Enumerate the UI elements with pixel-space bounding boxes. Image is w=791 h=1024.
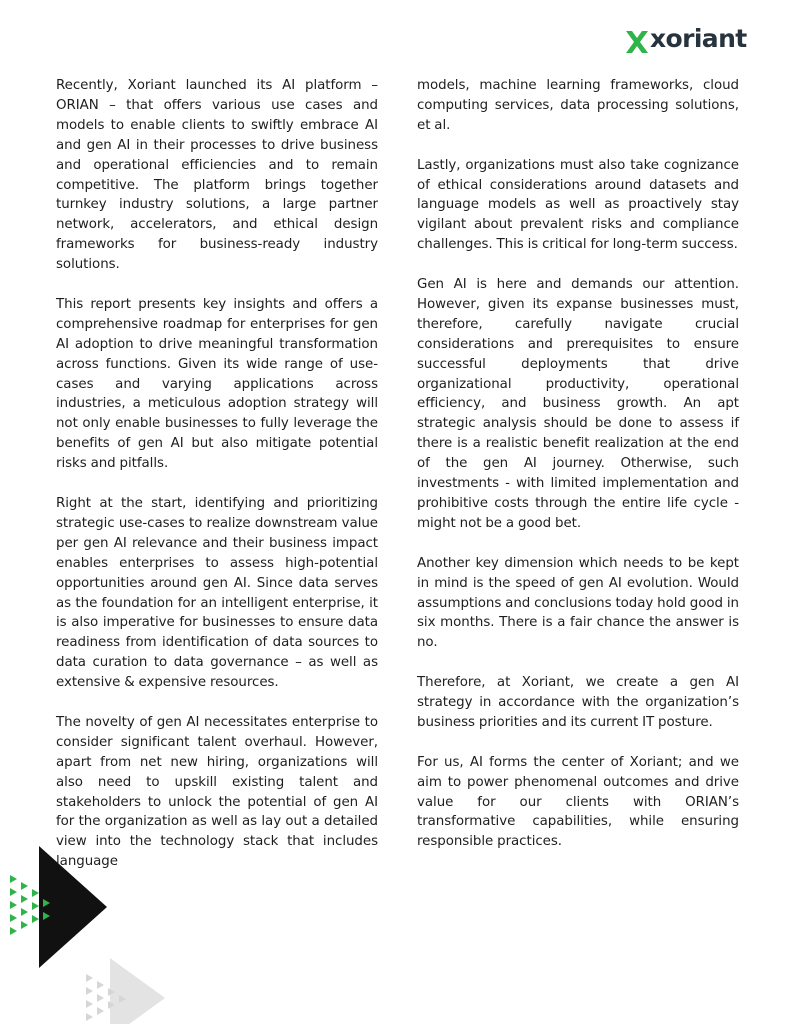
paragraph: Gen AI is here and demands our attention. However, given its expanse businesses must, therefore, carefully navigate crucial considerations and prerequisites to ensure successful deployments that drive organizational productivity, operational efficiency, and business growth. An apt strategic analysis should be done to assess if there is a realistic benefit realization at the end of the gen AI journey. Otherwise, such investments - with limited implementation and prohibitive costs through the entire life cycle - might not be a good bet.	[417, 277, 739, 531]
paragraph: The novelty of gen AI necessitates enterprise to consider significant talent overhaul. However, apart from net new hiring, organizations will also need to upskill existing talent and stakeholders to unlock the potential of gen AI for the organization as well as lay out a detailed view into the technology stack that includes language	[56, 714, 378, 870]
right-column	[417, 76, 739, 872]
paragraph: Therefore, at Xoriant, we create a gen AI strategy in accordance with the organization’s business priorities and its current IT posture.	[417, 675, 739, 730]
paragraph: models, machine learning frameworks, cloud computing services, data processing solutions, et al.	[417, 78, 739, 133]
paragraph: This report presents key insights and offers a comprehensive roadmap for enterprises for gen AI adoption to drive meaningful transformation across functions. Given its wide range of use-cases and varying applications across industries, a meticulous adoption strategy will not only enable businesses to fully leverage the benefits of gen AI but also mitigate potential risks and pitfalls.	[56, 296, 378, 472]
paragraph: Right at the start, identifying and prioritizing strategic use-cases to realize downstream value per gen AI relevance and their business impact enables enterprises to assess high-potential opportunities around gen AI. Since data serves as the foundation for an intelligent enterprise, it is also imperative for businesses to ensure data readiness from identification of data sources to data curation to data governance – as well as extensive & expensive resources.	[56, 496, 378, 691]
black-triangle-shape	[39, 846, 107, 968]
grey-triangle-shape	[110, 958, 165, 1024]
paragraph: Recently, Xoriant launched its AI platform – ORIAN – that offers various use cases and models to enable clients to swiftly embrace AI and gen AI in their processes to drive business and operational efficiencies and to remain competitive. The platform brings together turnkey industry solutions, a large partner network, accelerators, and ethical design frameworks for business-ready industry solutions.	[56, 78, 378, 273]
left-column	[56, 76, 378, 892]
xoriant-logo	[626, 22, 747, 56]
x-mark-icon	[626, 31, 648, 53]
paragraph: Lastly, organizations must also take cognizance of ethical considerations around datasets and language models as well as proactively stay vigilant about prevalent risks and compliance challenges. This is critical for long-term success.	[417, 157, 739, 253]
paragraph: Another key dimension which needs to be kept in mind is the speed of gen AI evolution. Would assumptions and conclusions today hold good in six months. There is a fair chance the answer is no.	[417, 555, 739, 651]
decorative-triangles-graphic	[0, 840, 180, 1024]
logo-wordmark: xoriant	[650, 24, 747, 53]
paragraph: For us, AI forms the center of Xoriant; and we aim to power phenomenal outcomes and drive value for our clients with ORIAN’s transformative capabilities, while ensuring responsible practices.	[417, 754, 739, 850]
